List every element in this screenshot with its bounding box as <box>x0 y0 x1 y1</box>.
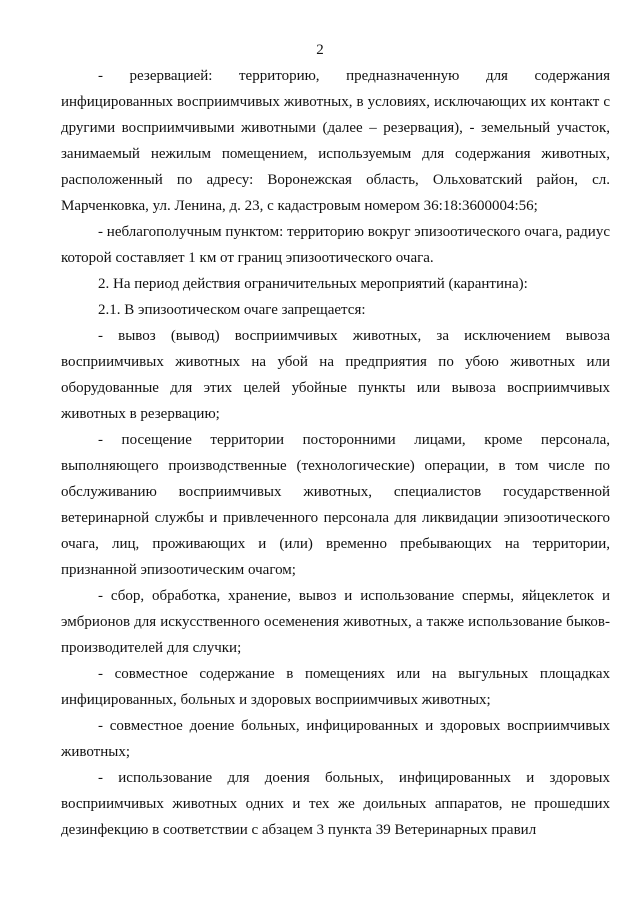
document-body <box>61 63 610 843</box>
paragraph-joint-keeping-ban: - совместное содержание в помещениях или на выгульных площадках инфицированных, больных и здоровых восприимчивых животных; <box>61 666 610 708</box>
paragraph-unfavorable-point-definition: - неблагополучным пунктом: территорию вокруг эпизоотического очага, радиус которой составляет 1 км от границ эпизоотического очага. <box>61 224 610 266</box>
paragraph-export-ban: - вывоз (вывод) восприимчивых животных, за исключением вывоза восприимчивых животных на убой на предприятия по убою животных или оборудованные для этих целей убойные пункты или вывоза восприимчивых животных в резервацию; <box>61 328 610 422</box>
paragraph-sperm-collection-ban: - сбор, обработка, хранение, вывоз и использование спермы, яйцеклеток и эмбрионов для искусственного осеменения животных, а также использование быков-производителей для случки; <box>61 588 610 656</box>
paragraph-quarantine-period: 2. На период действия ограничительных мероприятий (карантина): <box>98 276 528 292</box>
paragraph-reservation-definition: - резервацией: территорию, предназначенную для содержания инфицированных восприимчивых животных, в условиях, исключающих их контакт с другими восприимчивыми животными (далее – резервация), - земельный участок, занимаемый нежилым помещением, используемым для содержания животных, расположенный по адресу: Воронежская область, Ольховатский район, сл. Марченковка, ул. Ленина, д. 23, с кадастровым номером 36:18:3600004:56; <box>61 68 610 214</box>
paragraph-visit-ban: - посещение территории посторонними лицами, кроме персонала, выполняющего производственные (технологические) операции, в том числе по обслуживанию восприимчивых животных, специалистов государственной ветеринарной службы и привлеченного персонала для ликвидации эпизоотического очага, лиц, проживающих и (или) временно пребывающих на территории, признанной эпизоотическим очагом; <box>61 432 610 578</box>
page-number: 2 <box>316 42 324 58</box>
paragraph-milking-equipment-ban: - использование для доения больных, инфицированных и здоровых восприимчивых животных одних и тех же доильных аппаратов, не прошедших дезинфекцию в соответствии с абзацем 3 пункта 39 Ветеринарных правил <box>61 770 610 838</box>
paragraph-section-2-1: 2.1. В эпизоотическом очаге запрещается: <box>98 302 366 318</box>
paragraph-joint-milking-ban: - совместное доение больных, инфицированных и здоровых восприимчивых животных; <box>61 718 610 760</box>
